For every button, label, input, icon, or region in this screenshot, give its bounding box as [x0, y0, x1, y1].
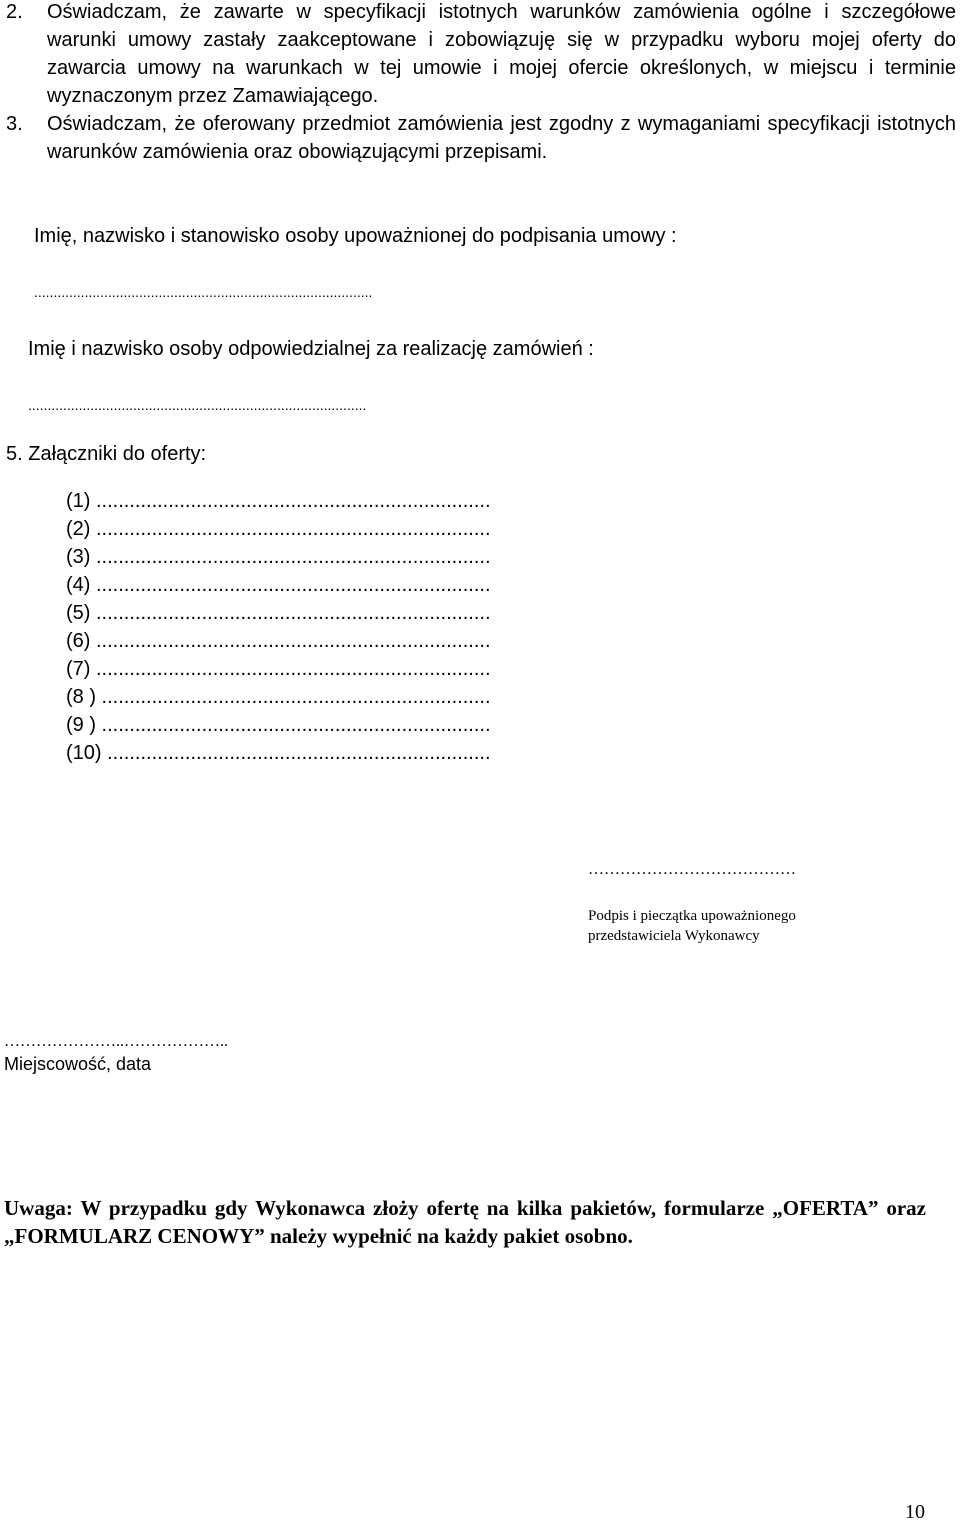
signature-line[interactable]: …………………………………: [588, 861, 796, 878]
attachment-item[interactable]: (8 ) ......................................................................: [66, 686, 491, 708]
attachment-item[interactable]: (6) .......................................................................: [66, 630, 491, 652]
signatory-label: Imię, nazwisko i stanowisko osoby upoważnionej do podpisania umowy :: [34, 225, 677, 247]
declaration-text: Oświadczam, że zawarte w specyfikacji istotnych warunków zamówienia ogólne i szczegółowe warunki umowy zastały zaakceptowane i zobowiązuję się w przypadku wyboru mojej oferty do zawarcia umowy na warunkach w tej umowie i mojej ofercie określonych, w miejscu i terminie wyznaczonym przez Zamawiającego.: [47, 1, 956, 107]
declaration-number: 2.: [6, 1, 23, 23]
responsible-field[interactable]: .......................................................................................: [28, 397, 367, 413]
signature-caption: Podpis i pieczątka upoważnionego: [588, 908, 796, 924]
declaration-number: 3.: [6, 113, 23, 135]
declaration-2: [6, 0, 956, 110]
place-date-label: Miejscowość, data: [4, 1054, 152, 1074]
note: Uwaga: W przypadku gdy Wykonawca złoży ofertę na kilka pakietów, formularze „OFERTA” oraz „FORMULARZ CENOWY” należy wypełnić na każdy pakiet osobno.: [4, 1196, 926, 1248]
signature-caption: przedstawiciela Wykonawcy: [588, 928, 760, 944]
place-date-line[interactable]: …………………..………………..: [4, 1033, 228, 1050]
attachment-item[interactable]: (1) .......................................................................: [66, 490, 491, 512]
declaration-3: [6, 110, 956, 166]
responsible-label: Imię i nazwisko osoby odpowiedzialnej za realizację zamówień :: [28, 338, 594, 360]
attachment-item[interactable]: (4) .......................................................................: [66, 574, 491, 596]
attachment-item[interactable]: (9 ) ......................................................................: [66, 714, 491, 736]
signatory-field[interactable]: .......................................................................................: [34, 284, 373, 300]
attachment-item[interactable]: (2) .......................................................................: [66, 518, 491, 540]
attachment-item[interactable]: (5) .......................................................................: [66, 602, 491, 624]
attachment-item[interactable]: (7) .......................................................................: [66, 658, 491, 680]
attachment-item[interactable]: (3) .......................................................................: [66, 546, 491, 568]
attachments-heading: 5. Załączniki do oferty:: [6, 443, 207, 465]
page-number: 10: [905, 1501, 925, 1523]
declaration-text: Oświadczam, że oferowany przedmiot zamówienia jest zgodny z wymaganiami specyfikacji istotnych warunków zamówienia oraz obowiązującymi przepisami.: [47, 113, 956, 163]
attachment-item[interactable]: (10) .....................................................................: [66, 742, 491, 764]
